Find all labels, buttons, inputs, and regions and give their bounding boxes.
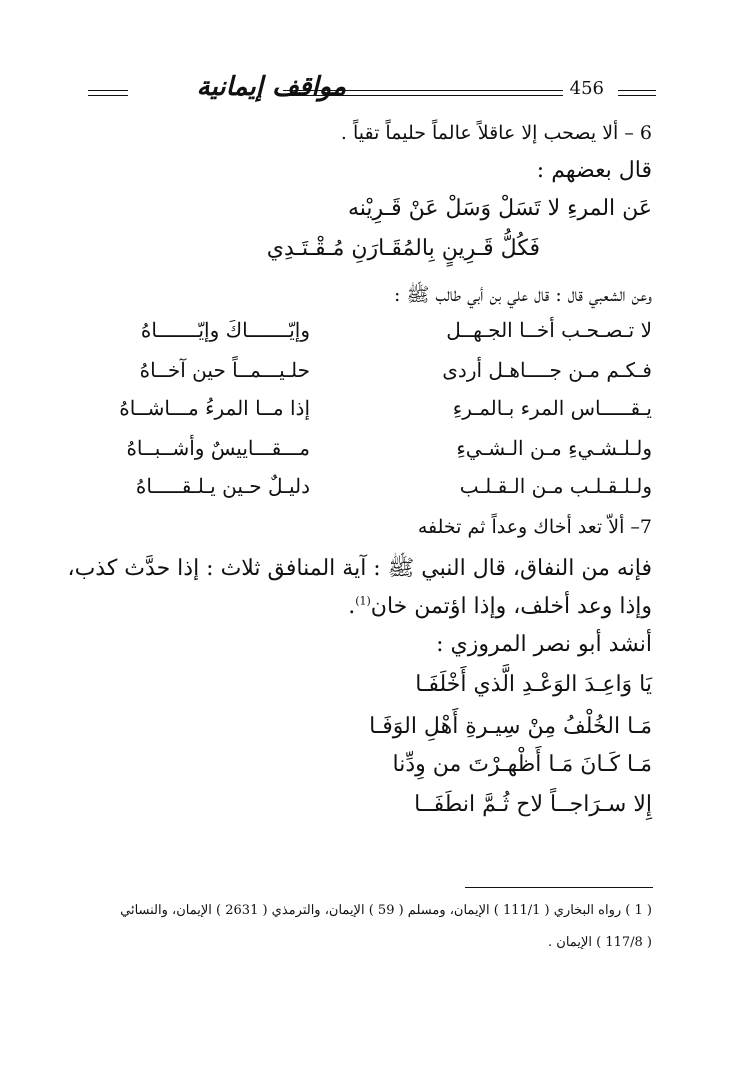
verse-2-right: فـكـم مـن جــــاهـل أردى <box>442 358 652 382</box>
header-rule-middle-top <box>283 90 563 91</box>
poem-line-1: عَن المرءِ لا تَسَلْ وَسَلْ عَنْ قَـرِيْنه <box>347 196 652 221</box>
poem2-line-2: مَـا الخُلْفُ مِنْ سِيـرةِ أَهْلِ الوَفَـا <box>369 714 652 739</box>
verse-1-left: وإيّـــــــاكَ وإيّـــــــاهُ <box>140 318 310 342</box>
page-number: 456 <box>569 78 604 99</box>
hadith-line-2-text: وإذا وعد أخلف، وإذا اؤتمن خان <box>370 594 652 619</box>
narration-line: وعن الشعبي قال : قال علي بن أبي طالب ﷺ : <box>394 284 652 306</box>
poem2-line-1: يَا وَاعِـدَ الوَعْـدِ الَّذي أَخْلَفَـا <box>415 672 652 697</box>
point-6-heading: 6 – ألا يصحب إلا عاقلاً عالماً حليماً تقياً . <box>340 122 652 144</box>
footnote-line-1: ( 1 ) رواه البخاري ( 111/1 ) الإيمان، ومسلم ( 59 ) الإيمان، والترمذي ( 2631 ) الإيمان، والنسائي <box>120 903 652 918</box>
header-rule-right-top <box>618 90 656 91</box>
header-rule-left-top <box>88 90 128 91</box>
footnote-marker: (1) <box>355 594 371 608</box>
verse-3-right: يـقـــــاس المرء بـالمـرءِ <box>452 396 652 420</box>
verse-2-left: حلـيـــمــاً حين آخــاهُ <box>139 358 310 382</box>
header-rule-right-bottom <box>618 95 656 96</box>
footnote-line-2: ( 117/8 ) الإيمان . <box>548 935 652 950</box>
header-rule-left-bottom <box>88 95 128 96</box>
poem2-line-3: مَـا كَـانَ مَـا أَظْهـرْتَ من وِدِّنا <box>392 752 652 777</box>
verse-1-right: لا تـصـحـب أخــا الجـهــل <box>446 318 652 342</box>
footnote-rule <box>465 887 653 888</box>
header-rule-middle-bottom <box>283 95 563 96</box>
hadith-line-2: وإذا وعد أخلف، وإذا اؤتمن خان$^{(1)}$. <box>348 594 652 619</box>
page-header <box>88 72 658 106</box>
recitation-intro: أنشد أبو نصر المروزي : <box>436 632 652 657</box>
running-title: مواقف إيمانية <box>196 72 346 102</box>
quote-intro: قال بعضهم : <box>536 158 652 183</box>
verse-4-left: مـــقـــاييسٌ وأشــبــاهُ <box>126 436 310 460</box>
hadith-line-1: فإنه من النفاق، قال النبي ﷺ : آية المنافق ثلاث : إذا حدَّث كذب، <box>67 556 652 581</box>
verse-3-left: إذا مــا المرءُ مـــاشــاهُ <box>119 396 310 420</box>
verse-5-right: ولـلـقـلـب مـن الـقـلـب <box>459 474 652 498</box>
point-7-heading: 7– ألاّ تعد أخاك وعداً ثم تخلفه <box>417 516 652 538</box>
verse-4-right: ولـلـشـيءِ مـن الـشـيءِ <box>456 436 652 460</box>
verse-5-left: دليـلٌ حـين يـلـقـــــاهُ <box>135 474 310 498</box>
poem-line-2: فَكُلُّ قَـرِينٍ بِالمُقَـارَنِ مُـقْـتَـدِي <box>266 236 540 261</box>
poem2-line-4: إِلا سـرَاجــاً لاح ثُـمَّ انطَفَــا <box>414 792 652 817</box>
